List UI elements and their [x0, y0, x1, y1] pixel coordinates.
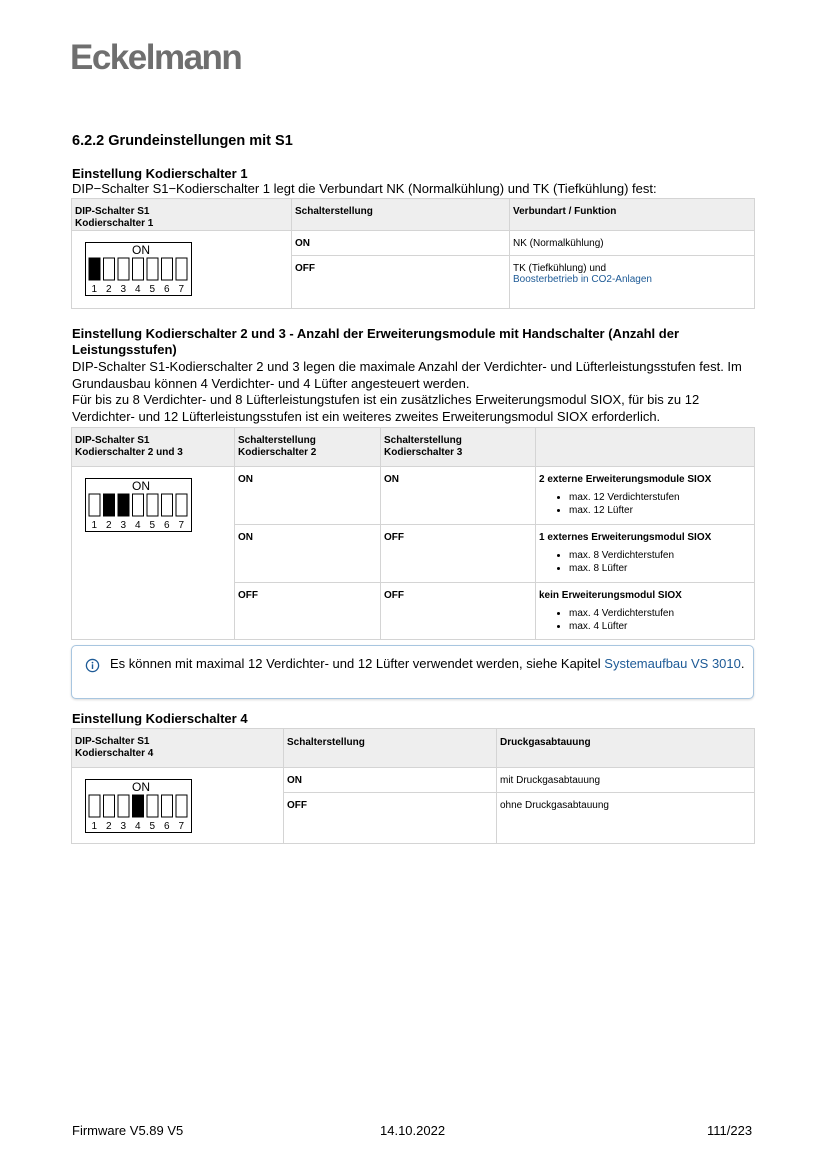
dip-slot	[104, 795, 115, 817]
dip-slot	[89, 795, 100, 817]
list-item: • max. 8 Verdichterstufen	[569, 550, 752, 563]
header-dip	[72, 199, 292, 231]
state-on: ON	[292, 231, 510, 256]
state-s3: OFF	[381, 525, 536, 583]
state-s2: OFF	[235, 583, 381, 640]
note-suffix: .	[740, 656, 745, 671]
footer-date: 14.10.2022	[380, 1123, 446, 1138]
dip-slot	[147, 494, 158, 516]
state-on: ON	[284, 768, 497, 793]
function-nk: NK (Normalkühlung)	[510, 231, 755, 256]
state-off: OFF	[292, 256, 510, 309]
dip-number: 4	[135, 821, 141, 832]
header-schalter-2	[235, 428, 381, 467]
dip-slot	[147, 258, 158, 280]
dip-number: 2	[106, 520, 112, 531]
dip-slot	[162, 795, 173, 817]
header-dip-label: DIP-Schalter S1 Kodierschalter 4	[75, 736, 154, 759]
dip-cell	[72, 467, 235, 640]
dip-slot	[162, 494, 173, 516]
dip-switch-2-3	[85, 478, 193, 534]
dip-slot	[118, 795, 129, 817]
state-s3: ON	[381, 467, 536, 525]
function-cell	[536, 583, 755, 640]
dip-slot	[133, 494, 144, 516]
function-ohne: ohne Druckgasabtauung	[497, 793, 755, 844]
dip-number: 7	[178, 520, 185, 531]
dip-lever-on	[133, 795, 144, 817]
dip-slot	[118, 258, 129, 280]
dip-number: 7	[178, 284, 185, 295]
dip-switch-1	[85, 242, 193, 298]
dip-slot	[133, 258, 144, 280]
header-schalterstellung: Schalterstellung	[284, 729, 497, 768]
table-row	[72, 467, 755, 525]
header-schalter-3	[381, 428, 536, 467]
header-dip-label: DIP-Schalter S1 Kodierschalter 2 und 3	[75, 435, 183, 458]
dip-number: 4	[135, 520, 141, 531]
dip-number: 5	[149, 821, 156, 832]
dip-switch-4	[85, 779, 193, 835]
table-header-row	[72, 729, 755, 768]
dip-number: 3	[120, 520, 127, 531]
footer-page: 111/223	[707, 1123, 753, 1138]
dip-slot	[104, 258, 115, 280]
header-schalter-2-label: Schalterstellung Kodierschalter 2	[238, 435, 317, 458]
dip-on-label: ON	[132, 243, 150, 257]
company-logo: Eckelmann	[70, 38, 242, 77]
dip-on-label: ON	[132, 479, 150, 493]
dip-on-label: ON	[132, 780, 150, 794]
dip-lever-on	[89, 258, 100, 280]
function-title: 1 externes Erweiterungsmodul SIOX	[539, 532, 712, 543]
dip-lever-on	[104, 494, 115, 516]
booster-link[interactable]: Boosterbetrieb in CO2-Anlagen	[513, 274, 652, 285]
table-row	[72, 768, 755, 793]
dip-slot	[176, 494, 187, 516]
dip-number: 3	[120, 821, 127, 832]
header-verbundart: Verbundart / Funktion	[510, 199, 755, 231]
list-item: • max. 12 Lüfter	[569, 505, 752, 518]
dip-number: 1	[91, 520, 98, 531]
info-icon	[85, 658, 100, 673]
dip-number: 3	[120, 284, 127, 295]
section-title: 6.2.2 Grundeinstellungen mit S1	[72, 133, 293, 149]
dip-number: 6	[164, 520, 170, 531]
dip-slot	[147, 795, 158, 817]
dip-number: 7	[178, 821, 185, 832]
note-body: Es können mit maximal 12 Verdichter- und 12 Lüfter verwendet werden, siehe Kapitel	[110, 656, 605, 671]
heading-kodierschalter-2-3: Einstellung Kodierschalter 2 und 3 - Anzahl der Erweiterungsmodule mit Handschalter (Anzahl der Leistungsstufen)	[72, 326, 680, 357]
state-s2: ON	[235, 467, 381, 525]
header-dip	[72, 428, 235, 467]
header-dip	[72, 729, 284, 768]
function-cell	[536, 467, 755, 525]
paragraph-kodierschalter-1: DIP−Schalter S1−Kodierschalter 1 legt die Verbundart NK (Normalkühlung) und TK (Tiefkühlung) fest:	[72, 181, 657, 196]
table-header-row	[72, 428, 755, 467]
note-text	[110, 656, 750, 673]
function-list	[539, 550, 752, 575]
table-kodierschalter-1	[71, 198, 755, 309]
dip-number: 1	[91, 284, 98, 295]
state-off: OFF	[284, 793, 497, 844]
dip-number: 5	[149, 520, 156, 531]
heading-kodierschalter-1: Einstellung Kodierschalter 1	[72, 166, 248, 181]
footer-firmware: Firmware V5.89 V5	[72, 1123, 184, 1138]
paragraph-kodierschalter-2-3-a: DIP-Schalter S1-Kodierschalter 2 und 3 legen die maximale Anzahl der Verdichter- und Lüfterleistungsstufen fest. Im Grundausbau können 4 Verdichter- und 4 Lüfter angesteuert werden.	[72, 359, 742, 391]
header-schalter-3-label: Schalterstellung Kodierschalter 3	[384, 435, 463, 458]
paragraph-kodierschalter-2-3-b: Für bis zu 8 Verdichter- und 8 Lüfterleistungstufen ist ein zusätzliches Erweiterungsmodul SIOX, für bis zu 12 Verdichter- und 12 Lüfterleistungsstufen ist ein weiteres zweites Erweiterungsmodul SIOX erforderlich.	[72, 392, 700, 424]
header-schalterstellung: Schalterstellung	[292, 199, 510, 231]
heading-kodierschalter-4: Einstellung Kodierschalter 4	[72, 711, 248, 726]
dip-number: 2	[106, 821, 112, 832]
list-item: • max. 4 Lüfter	[569, 621, 752, 634]
dip-slot	[162, 258, 173, 280]
dip-number: 4	[135, 284, 141, 295]
dip-number: 6	[164, 821, 170, 832]
table-kodierschalter-2-3	[71, 427, 755, 640]
function-title: 2 externe Erweiterungsmodule SIOX	[539, 474, 712, 485]
state-s3: OFF	[381, 583, 536, 640]
systemaufbau-link[interactable]: Systemaufbau VS 3010	[604, 656, 741, 671]
dip-slot	[89, 494, 100, 516]
list-item: • max. 12 Verdichterstufen	[569, 492, 752, 505]
dip-number: 5	[149, 284, 156, 295]
function-title: kein Erweiterungsmodul SIOX	[539, 590, 682, 601]
function-tk	[510, 256, 755, 309]
dip-cell	[72, 231, 292, 309]
dip-number: 6	[164, 284, 170, 295]
function-tk-text: TK (Tiefkühlung) und	[513, 263, 607, 274]
function-mit: mit Druckgasabtauung	[497, 768, 755, 793]
header-empty	[536, 428, 755, 467]
dip-number: 2	[106, 284, 112, 295]
table-header-row	[72, 199, 755, 231]
header-druckgas: Druckgasabtauung	[497, 729, 755, 768]
dip-slot	[176, 258, 187, 280]
state-s2: ON	[235, 525, 381, 583]
dip-lever-on	[118, 494, 129, 516]
header-dip-label: DIP-Schalter S1 Kodierschalter 1	[75, 206, 154, 229]
list-item: • max. 4 Verdichterstufen	[569, 608, 752, 621]
info-note	[71, 645, 754, 699]
dip-number: 1	[91, 821, 98, 832]
function-list	[539, 608, 752, 633]
dip-cell	[72, 768, 284, 844]
dip-slot	[176, 795, 187, 817]
table-row	[72, 231, 755, 256]
function-list	[539, 492, 752, 517]
function-cell	[536, 525, 755, 583]
table-kodierschalter-4	[71, 728, 755, 844]
list-item: • max. 8 Lüfter	[569, 563, 752, 576]
